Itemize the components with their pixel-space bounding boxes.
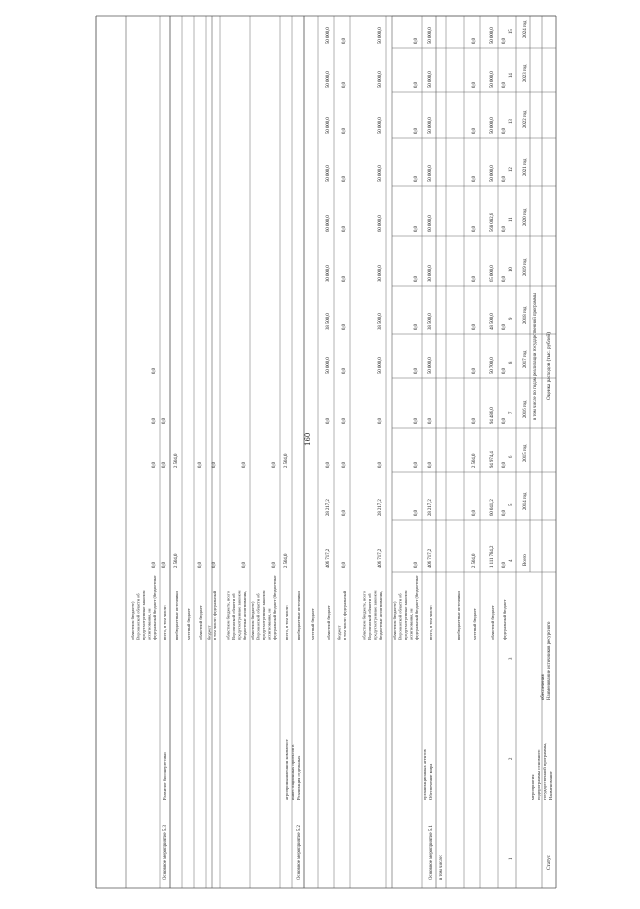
header-year: 2019 год bbox=[523, 258, 528, 276]
block1-value: 0,0 bbox=[502, 324, 507, 330]
block1-total: 1 111 784,2 bbox=[490, 545, 495, 568]
block3-total: 0,0 bbox=[198, 562, 203, 568]
block2-value: 0,0 bbox=[414, 276, 419, 282]
block2-value: 0,0 bbox=[342, 368, 347, 374]
block4-source: областном бюджете) bbox=[130, 601, 135, 640]
block2-value: 0,0 bbox=[414, 368, 419, 374]
header-year: 2022 год bbox=[523, 110, 528, 128]
header-year: 2018 год bbox=[523, 306, 528, 324]
block2-total: 406 717,2 bbox=[428, 548, 433, 568]
block2-source: ассигнования, не bbox=[408, 608, 414, 640]
block2-name: Обеспечение мира bbox=[428, 763, 433, 800]
header-year: 2020 год bbox=[523, 208, 528, 226]
block2-value: 0,0 bbox=[342, 226, 347, 232]
block2-value: 0,0 bbox=[342, 510, 347, 516]
block3-source: Воронежской области об bbox=[231, 593, 236, 640]
block3-source: предусмотренные законом bbox=[236, 590, 242, 640]
block2-source: областном бюджете) bbox=[392, 601, 397, 640]
block4-value: 0,0 bbox=[162, 418, 167, 424]
block4-source: предусмотренные законом bbox=[141, 590, 146, 640]
block2-value: 0,0 bbox=[342, 324, 347, 330]
block1-value: 0,0 bbox=[502, 38, 507, 44]
block2-value: 60 000,0 bbox=[378, 215, 383, 232]
block3-value: 0,0 bbox=[272, 462, 277, 468]
block2-value: 0,0 bbox=[342, 276, 347, 282]
block3-source: предусмотренные законом bbox=[261, 590, 266, 640]
block4-status: Основное мероприятие 5.3 bbox=[163, 825, 168, 880]
block2-value: 50 000,0 bbox=[326, 71, 331, 88]
block1-source: федеральный бюджет bbox=[502, 599, 507, 640]
block2-total: 406 717,2 bbox=[326, 548, 331, 568]
header-year: 2014 год bbox=[523, 492, 528, 510]
block4-total: 0,0 bbox=[162, 562, 167, 568]
block2-value: 0,0 bbox=[326, 462, 331, 468]
block2-source: в том числе: федеральный bbox=[342, 591, 347, 640]
block2-value: 28 217,2 bbox=[326, 499, 331, 516]
block1-value: 0,0 bbox=[472, 510, 477, 516]
block2-value: 0,0 bbox=[414, 82, 419, 88]
block1-value: 0,0 bbox=[472, 38, 477, 44]
header-col-number: 10 bbox=[509, 267, 514, 272]
block2-value: 0,0 bbox=[342, 176, 347, 182]
header-estimate: Оценка расходов (тыс. рублей) bbox=[546, 332, 552, 400]
block3-source: федеральный бюджет (бюджетные bbox=[272, 575, 277, 640]
block1-value: 0,0 bbox=[472, 324, 477, 330]
header-col-number: 12 bbox=[509, 167, 514, 172]
block1-value: 94 974,4 bbox=[490, 451, 495, 468]
block4-source: ассигнования, не bbox=[146, 608, 152, 640]
block1-value: 0,0 bbox=[502, 276, 507, 282]
page-number: 160 bbox=[304, 432, 312, 446]
block3-source: областной бюджет bbox=[198, 605, 203, 640]
block2-value: 28 217,2 bbox=[378, 499, 383, 516]
block2-value: 0,0 bbox=[342, 82, 347, 88]
block3-value: 2 504,0 bbox=[174, 453, 179, 468]
block3-total: 2 504,0 bbox=[284, 553, 289, 568]
block2-source: федеральный бюджет (бюджетные bbox=[414, 575, 419, 640]
header-program-name: подпрограммы основного bbox=[536, 749, 541, 800]
block2-value: 0,0 bbox=[342, 462, 347, 468]
block2-value: 50 000,0 bbox=[428, 357, 433, 374]
block1-value: 0,0 bbox=[502, 368, 507, 374]
block2-source: областном бюджете, всего bbox=[361, 590, 367, 640]
header-year: 2016 год bbox=[523, 400, 528, 418]
block1-value: 568 082,6 bbox=[490, 212, 495, 232]
block2-value: 38 500,0 bbox=[326, 313, 331, 330]
block1-value: 0,0 bbox=[502, 82, 507, 88]
block2-value: 50 000,0 bbox=[428, 71, 433, 88]
block2-total: 0,0 bbox=[414, 562, 419, 568]
block2-value: 50 000,0 bbox=[326, 357, 331, 374]
header-year: 2017 год bbox=[523, 350, 528, 368]
block2-value: 28 217,2 bbox=[428, 499, 433, 516]
header-year: 2015 год bbox=[523, 444, 528, 462]
header-col-number: 8 bbox=[509, 361, 514, 364]
header-col-number: 13 bbox=[509, 119, 514, 124]
block2-value: 0,0 bbox=[378, 462, 383, 468]
header-sources: обеспечения bbox=[541, 674, 546, 700]
block2-value: 0,0 bbox=[378, 418, 383, 424]
block1-source: внебюджетные источники bbox=[456, 591, 461, 640]
block2-value: 50 000,0 bbox=[428, 117, 433, 134]
block1-value: 50 000,0 bbox=[490, 117, 495, 134]
block2-value: 50 000,0 bbox=[326, 117, 331, 134]
block1-value: 0,0 bbox=[472, 226, 477, 232]
block2-value: 50 000,0 bbox=[326, 165, 331, 182]
block4-value: 0,0 bbox=[162, 462, 167, 468]
block1-value: 0,0 bbox=[502, 176, 507, 182]
block3-source: внебюджетные источники bbox=[296, 591, 301, 640]
block1-value: 60 041,2 bbox=[490, 499, 495, 516]
block2-value: 0,0 bbox=[414, 462, 419, 468]
block1-value: 0,0 bbox=[472, 128, 477, 134]
block1-value: 50 000,0 bbox=[490, 165, 495, 182]
header-program-name: мероприятия bbox=[530, 774, 535, 800]
block1-value: 50 700,0 bbox=[490, 357, 495, 374]
block1-source: местный бюджет bbox=[472, 608, 477, 640]
block1-total: 2 504,0 bbox=[472, 553, 477, 568]
header-including: в том числе по годам реализации государственной программы bbox=[533, 292, 538, 420]
block2-total: 406 717,2 bbox=[378, 548, 383, 568]
block4-name: Развитие биоэнергетики bbox=[162, 752, 167, 800]
block2-source: Воронежской области об bbox=[397, 593, 403, 640]
block1-value: 94 486,0 bbox=[490, 407, 495, 424]
block1-value: 0,0 bbox=[502, 510, 507, 516]
block1-source: областной бюджет bbox=[490, 605, 495, 640]
block4-source: всего, в том числе: bbox=[162, 605, 167, 640]
block2-value: 60 000,0 bbox=[326, 215, 331, 232]
block2-source: местный бюджет bbox=[310, 608, 315, 640]
block2-value: 0,0 bbox=[414, 418, 419, 424]
block2-source: всего, в том числе: bbox=[428, 605, 433, 640]
block2-value: 50 000,0 bbox=[326, 27, 331, 44]
header-col-number: 15 bbox=[509, 29, 514, 34]
block1-value: 50 000,0 bbox=[490, 71, 495, 88]
block2-source: Воронежской области об bbox=[367, 593, 372, 640]
block4-value: 0,0 bbox=[152, 418, 157, 424]
block2-value: 0,0 bbox=[414, 226, 419, 232]
block3-source: бюджетные ассигнования, bbox=[242, 590, 247, 640]
block2-value: 0,0 bbox=[414, 324, 419, 330]
block1-value: 0,0 bbox=[472, 418, 477, 424]
block3-source: местный бюджет bbox=[186, 608, 191, 640]
block1-value: 48 500,0 bbox=[490, 313, 495, 330]
block2-source: предусмотренные законом bbox=[372, 590, 378, 640]
block4-source: Воронежской области об bbox=[135, 593, 141, 640]
block2-source: областной бюджет bbox=[326, 605, 331, 640]
header-total: Всего bbox=[523, 554, 528, 566]
block2-value: 0,0 bbox=[414, 176, 419, 182]
block2-value: 50 000,0 bbox=[378, 165, 383, 182]
header-col-number: 4 bbox=[509, 559, 514, 562]
header-col-number: 9 bbox=[509, 317, 514, 320]
block4-source: федеральный бюджет (бюджетные bbox=[152, 575, 157, 640]
header-sources: Наименование источников ресурсного bbox=[547, 621, 552, 700]
header-program-name: Наименование bbox=[548, 771, 553, 800]
block4-value: 0,0 bbox=[152, 462, 157, 468]
block2-value: 50 000,0 bbox=[378, 357, 383, 374]
block2-value: 50 000,0 bbox=[378, 27, 383, 44]
block1-value: 65 000,0 bbox=[490, 265, 495, 282]
block1-value: 0,0 bbox=[472, 176, 477, 182]
block2-status: Основное мероприятие 5.1 bbox=[429, 825, 434, 880]
header-col-number: 5 bbox=[509, 503, 514, 506]
header-status: Статус bbox=[546, 855, 552, 870]
block2-value: 30 000,0 bbox=[378, 265, 383, 282]
block3-status: Основное мероприятие 5.2 bbox=[297, 825, 302, 880]
block2-value: 30 000,0 bbox=[428, 265, 433, 282]
block3-source: Воронежской области об bbox=[255, 593, 261, 640]
block3-value: 0,0 bbox=[242, 462, 247, 468]
header-col-number: 6 bbox=[509, 455, 514, 458]
block1-value: 50 000,0 bbox=[490, 27, 495, 44]
block2-value: 60 000,0 bbox=[428, 215, 433, 232]
block2-source: предусмотренные законом bbox=[403, 590, 408, 640]
block2-prefix: в том числе: bbox=[439, 854, 444, 880]
block4-total: 0,0 bbox=[152, 562, 157, 568]
block3-source: всего, в том числе: bbox=[284, 605, 289, 640]
block3-source: внебюджетные источники bbox=[174, 591, 179, 640]
header-col-number: 2 bbox=[509, 757, 514, 760]
block2-value: 50 000,0 bbox=[378, 71, 383, 88]
block2-value: 0,0 bbox=[428, 418, 433, 424]
block3-source: в том числе: федеральный bbox=[212, 591, 217, 640]
block4-value: 0,0 bbox=[152, 368, 157, 374]
block2-name: организационных агентов bbox=[422, 749, 427, 800]
block2-value: 0,0 bbox=[414, 38, 419, 44]
block1-value: 0,0 bbox=[472, 276, 477, 282]
block1-value: 0,0 bbox=[502, 226, 507, 232]
block2-value: 0,0 bbox=[414, 510, 419, 516]
block3-total: 0,0 bbox=[242, 562, 247, 568]
block1-value: 0,0 bbox=[502, 128, 507, 134]
block2-source: бюджет bbox=[336, 625, 342, 640]
block2-value: 0,0 bbox=[342, 128, 347, 134]
block3-value: 0,0 bbox=[212, 462, 217, 468]
header-col-number: 11 bbox=[509, 217, 514, 222]
header-col-number: 3 bbox=[509, 657, 514, 660]
block3-name: Реализация отдельных bbox=[296, 755, 301, 800]
block1-value: 0,0 bbox=[472, 368, 477, 374]
block3-total: 0,0 bbox=[212, 562, 217, 568]
header-col-number: 7 bbox=[509, 411, 514, 414]
block3-source: областном бюджете) bbox=[250, 601, 255, 640]
block1-value: 0,0 bbox=[502, 418, 507, 424]
header-year: 2021 год bbox=[523, 158, 528, 176]
block2-value: 50 000,0 bbox=[378, 117, 383, 134]
block1-value: 2 504,0 bbox=[472, 453, 477, 468]
header-col-number: 1 bbox=[509, 857, 514, 860]
block3-source: бюджет bbox=[206, 625, 212, 640]
block2-value: 0,0 bbox=[342, 38, 347, 44]
block3-value: 2 504,0 bbox=[284, 453, 289, 468]
block1-value: 0,0 bbox=[502, 462, 507, 468]
block2-value: 50 000,0 bbox=[428, 165, 433, 182]
block3-total: 2 504,0 bbox=[174, 553, 179, 568]
block3-total: 0,0 bbox=[272, 562, 277, 568]
block2-value: 0,0 bbox=[342, 418, 347, 424]
block3-name: агропромышленном комплексе bbox=[284, 739, 289, 800]
block3-source: областном бюджете, всего bbox=[225, 590, 231, 640]
header-col-number: 14 bbox=[509, 73, 514, 78]
header-program-name: государственной программы, bbox=[542, 742, 547, 800]
block3-name: инвестиционных проектов в bbox=[290, 744, 295, 800]
block2-value: 30 000,0 bbox=[326, 265, 331, 282]
header-year: 2023 год bbox=[523, 64, 528, 82]
block2-value: 0,0 bbox=[414, 128, 419, 134]
block2-value: 0,0 bbox=[428, 462, 433, 468]
header-year: 2024 год bbox=[523, 20, 528, 38]
block2-value: 38 500,0 bbox=[428, 313, 433, 330]
block1-value: 0,0 bbox=[472, 82, 477, 88]
block2-value: 0,0 bbox=[326, 418, 331, 424]
block1-total: 0,0 bbox=[502, 562, 507, 568]
block2-source: бюджетные ассигнования, bbox=[378, 590, 383, 640]
block2-total: 0,0 bbox=[342, 562, 347, 568]
block3-value: 0,0 bbox=[198, 462, 203, 468]
block2-value: 38 500,0 bbox=[378, 313, 383, 330]
block3-source: ассигнования, не bbox=[266, 608, 272, 640]
block2-value: 50 000,0 bbox=[428, 27, 433, 44]
